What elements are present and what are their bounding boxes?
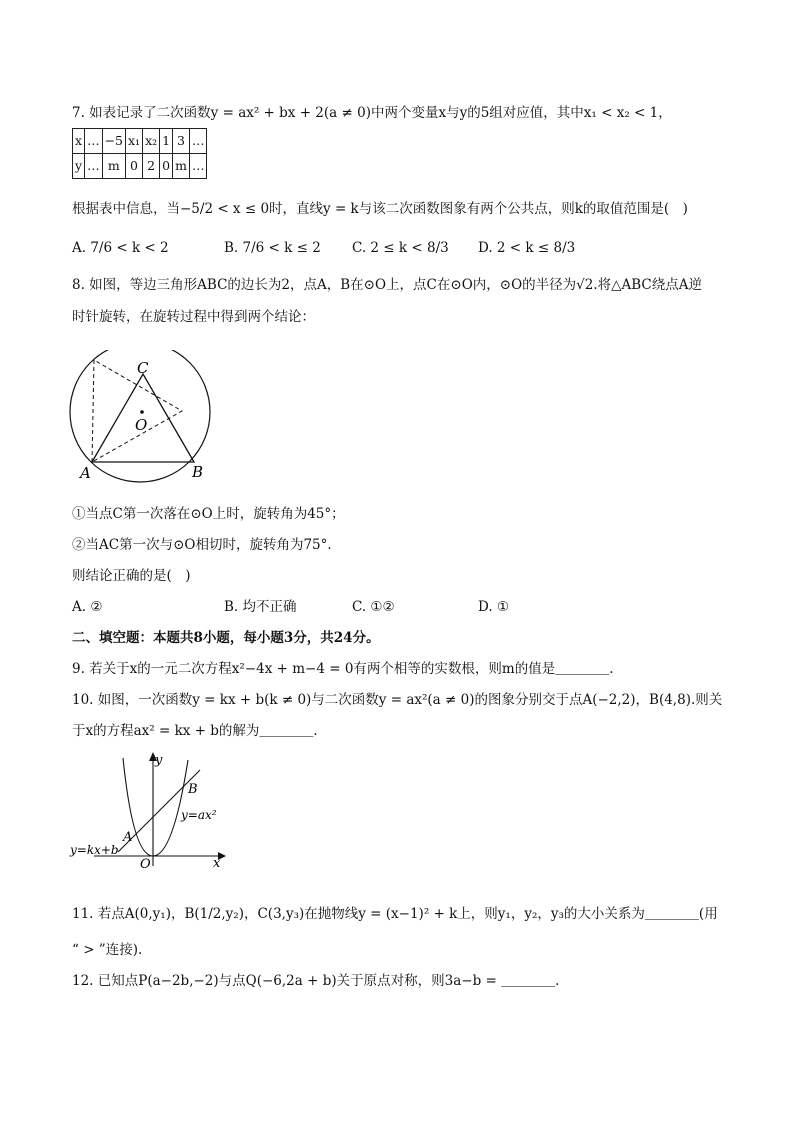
q8-options <box>72 597 732 617</box>
label-a: A <box>80 464 91 482</box>
q8-stem-line2: 时针旋转，在旋转过程中得到两个结论： <box>72 309 315 325</box>
q7-options <box>72 238 732 258</box>
label-b: B <box>192 463 204 481</box>
label-y-axis: y <box>155 753 163 768</box>
q8-option-b[interactable]: B. 均不正确 <box>224 599 297 615</box>
q8-option-d[interactable]: D. ① <box>478 599 510 615</box>
q8-option-c[interactable]: C. ①② <box>352 599 395 615</box>
table-cell: −5 <box>102 129 125 154</box>
table-cell: x₁ <box>126 129 143 154</box>
q8-option-a[interactable]: A. ② <box>72 599 103 615</box>
q8-conclusion-1: ①当点C第一次落在⊙O上时，旋转角为45°； <box>72 506 345 522</box>
q8-stem-line1: 8. 如图，等边三角形ABC的边长为2，点A，B在⊙O上，点C在⊙O内，⊙O的半径为√2.将△ABC绕点A逆 <box>72 277 703 293</box>
parabola-curve <box>123 758 188 856</box>
q8-question: 则结论正确的是( ) <box>72 568 191 584</box>
q8-circle-triangle-figure <box>66 350 226 485</box>
table-cell: 2 <box>143 154 160 179</box>
q10-stem-line1: 10. 如图，一次函数y = kx + b(k ≠ 0)与二次函数y = ax²(a ≠ 0)的图象分别交于点A(−2,2)，B(4,8).则关 <box>72 692 723 708</box>
table-cell: x₂ <box>143 129 160 154</box>
q7-value-table <box>72 128 207 179</box>
q7-stem-line1: 7. 如表记录了二次函数y = ax² + bx + 2(a ≠ 0)中两个变量x与y的5组对应值，其中x₁ < x₂ < 1， <box>72 105 672 121</box>
table-cell: m <box>102 154 125 179</box>
label-b: B <box>188 782 198 797</box>
q12-stem: 12. 已知点P(a−2b,−2)与点Q(−6,2a + b)关于原点对称，则3a−b = ＿＿＿＿. <box>72 973 560 989</box>
section-heading-fill-in: 二、填空题：本题共8小题，每小题3分，共24分。 <box>72 630 380 646</box>
center-point <box>140 410 144 414</box>
table-row <box>73 154 207 179</box>
q11-stem-line1: 11. 若点A(0,y₁)，B(1/2,y₂)，C(3,y₃)在抛物线y = (x−1)² + k上，则y₁，y₂，y₃的大小关系为＿＿＿＿(用 <box>72 906 718 922</box>
label-parabola: y=ax² <box>181 808 217 822</box>
label-c: C <box>137 359 149 377</box>
label-a: A <box>123 830 133 845</box>
table-cell: 3 <box>173 129 190 154</box>
q7-stem-line2: 根据表中信息，当−5/2 < x ≤ 0时，直线y = k与该二次函数图象有两个公共点，则k的取值范围是( ) <box>72 201 688 217</box>
table-cell: … <box>189 154 207 179</box>
table-cell: … <box>85 129 103 154</box>
q8-conclusion-2: ②当AC第一次与⊙O相切时，旋转角为75°. <box>72 537 332 553</box>
q7-option-a[interactable]: A. 7/6 < k < 2 <box>72 240 169 256</box>
q7-option-b[interactable]: B. 7/6 < k ≤ 2 <box>224 240 321 256</box>
table-cell: 0 <box>126 154 143 179</box>
label-x-axis: x <box>213 856 221 870</box>
label-o: O <box>135 416 148 434</box>
table-cell: … <box>189 129 207 154</box>
q10-function-graph <box>68 748 236 870</box>
q7-option-d[interactable]: D. 2 < k ≤ 8/3 <box>478 240 576 256</box>
q10-stem-line2: 于x的方程ax² = kx + b的解为＿＿＿＿. <box>72 723 318 739</box>
table-cell: 1 <box>160 129 173 154</box>
label-line: y=kx+b <box>70 843 119 857</box>
table-cell: y <box>73 154 85 179</box>
label-origin: O <box>140 857 151 870</box>
q11-stem-line2: “ > ”连接). <box>72 942 143 958</box>
table-cell: … <box>85 154 103 179</box>
q9-stem: 9. 若关于x的一元二次方程x²−4x + m−4 = 0有两个相等的实数根，则m的值是＿＿＿＿. <box>72 661 614 677</box>
table-row <box>73 129 207 154</box>
table-cell: m <box>173 154 190 179</box>
table-cell: x <box>73 129 85 154</box>
q7-option-c[interactable]: C. 2 ≤ k < 8/3 <box>352 240 449 256</box>
table-cell: 0 <box>160 154 173 179</box>
